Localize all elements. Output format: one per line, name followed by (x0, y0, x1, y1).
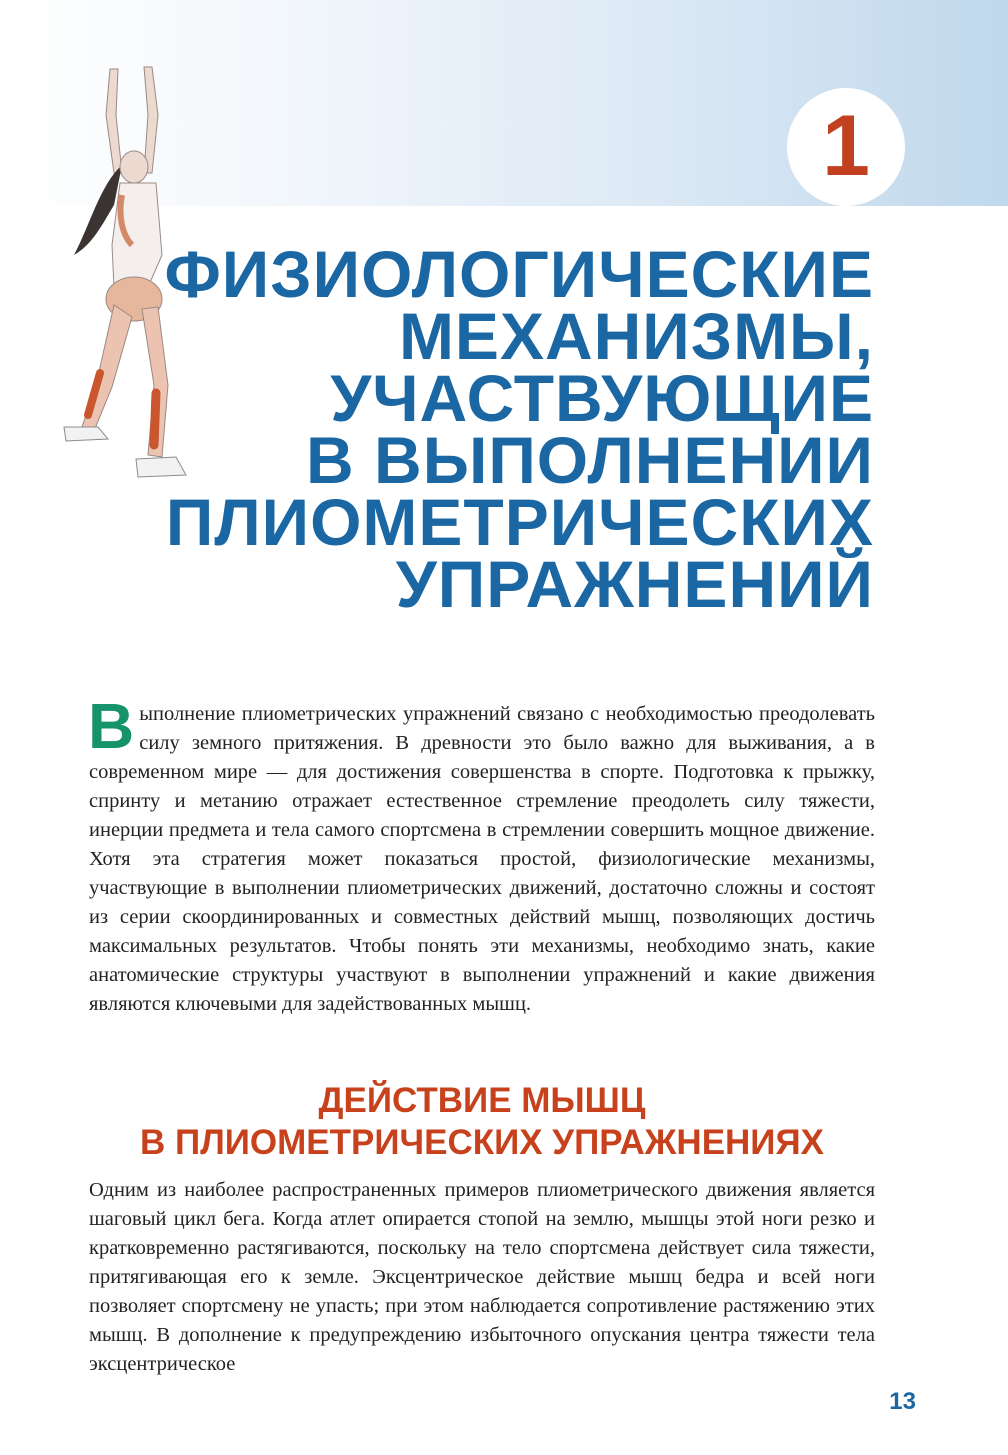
page-number: 13 (889, 1388, 916, 1415)
section-paragraph: Одним из наиболее распространенных примеров плиометрического движения является шаговый цикл бега. Когда атлет опирается стопой на землю, мышцы этой ноги резко и кратковременно растягиваются, поскольку на тело спортсмена действует сила тяжести, притягивающая его к земле. Эксцентрическое действие мышц бедра и всей ноги позволяет спортсмену не упасть; при этом наблюдается сопротивление растяжению этих мышц. В дополнение к предупреждению избыточного опускания центра тяжести тела эксцентрическое (89, 1179, 875, 1375)
chapter-number: 1 (822, 98, 870, 194)
drop-cap: В (88, 690, 135, 762)
chapter-title-line: В ВЫПОЛНЕНИИ (306, 423, 874, 497)
chapter-title-line: ПЛИОМЕТРИЧЕСКИХ (165, 485, 874, 559)
intro-paragraph (88, 690, 875, 1019)
chapter-title-line: УПРАЖНЕНИЙ (395, 547, 874, 621)
section-heading-line: ДЕЙСТВИЕ МЫШЦ (318, 1081, 646, 1120)
intro-text: ыполнение плиометрических упражнений связано с необходимостью преодолевать силу земного притяжения. В древности это было важно для выживания, а в современном мире — для достижения совершенства в спорте. Подготовка к прыжку, спринту и метанию отражает естественное стремление преодолеть силу тяжести, инерции предмета и тела самого спортсмена в стремлении совершить мощное движение. Хотя эта стратегия может показаться простой, физиологические механизмы, участвующие в выполнении плиометрических движений, достаточно сложны и состоят из серии скоординированных и совместных действий мышц, позволяющих достичь максимальных результатов. Чтобы понять эти механизмы, необходимо знать, какие анатомические структуры участвуют в выполнении упражнений и какие движения являются ключевыми для задействованных мышц. (89, 703, 875, 1015)
chapter-title-line: УЧАСТВУЮЩИЕ (330, 361, 874, 435)
chapter-title-line: ФИЗИОЛОГИЧЕСКИЕ (164, 237, 874, 311)
chapter-title (154, 237, 874, 621)
section-heading-line: В ПЛИОМЕТРИЧЕСКИХ УПРАЖНЕНИЯХ (140, 1123, 824, 1162)
section-heading (89, 1080, 875, 1164)
chapter-title-line: МЕХАНИЗМЫ, (398, 299, 874, 373)
